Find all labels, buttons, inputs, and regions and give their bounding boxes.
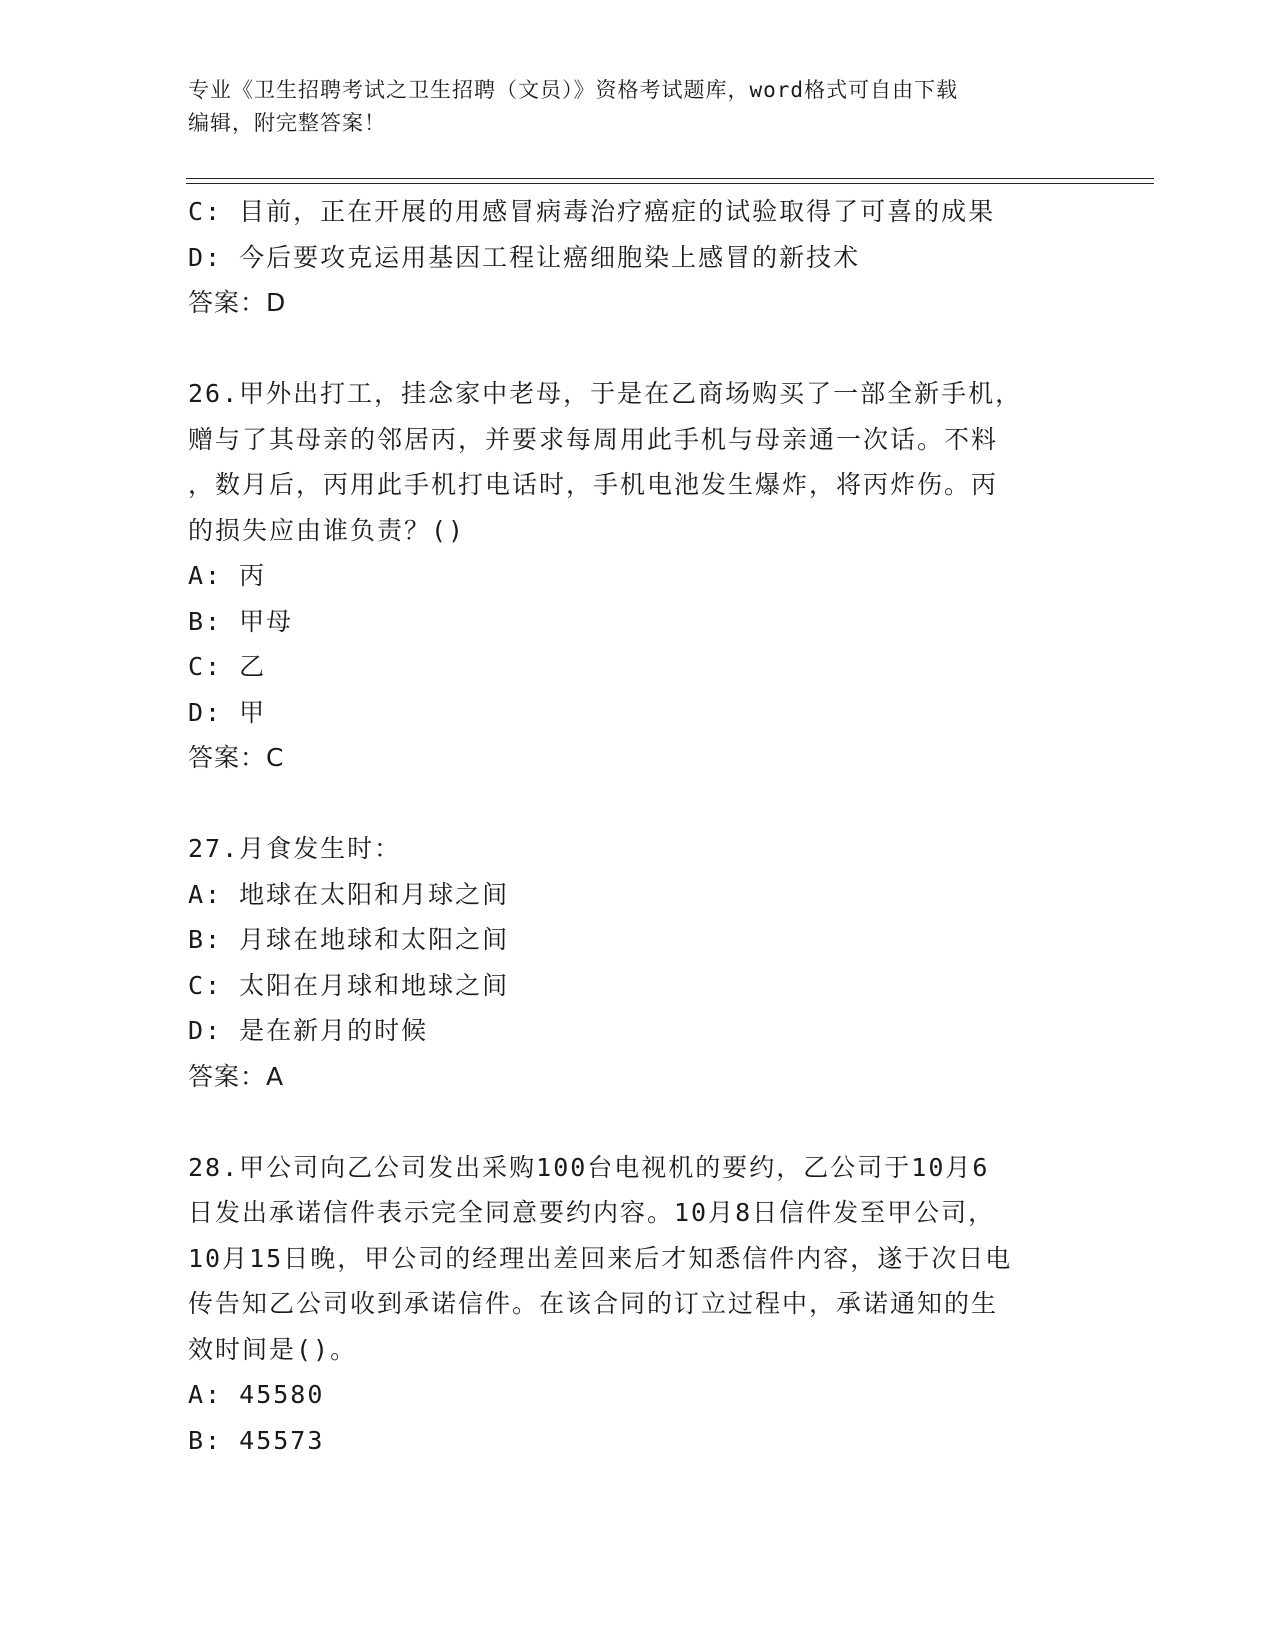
spacer (188, 1099, 1088, 1145)
question-content (188, 189, 1088, 1463)
spacer (188, 781, 1088, 827)
q26-option-c: C: 乙 (188, 652, 267, 681)
q27-option-a: A: 地球在太阳和月球之间 (188, 879, 510, 909)
q28-stem-line-1: 28.甲公司向乙公司发出采购100台电视机的要约，乙公司于10月6 (188, 1152, 990, 1182)
q25-option-d: D: 今后要攻克运用基因工程让癌细胞染上感冒的新技术 (188, 242, 861, 272)
header-line-2: 编辑，附完整答案！ (188, 111, 386, 135)
header-divider-top (186, 178, 1154, 179)
q26-stem-line-1: 26.甲外出打工，挂念家中老母，于是在乙商场购买了一部全新手机， (188, 379, 1023, 408)
q27-option-d: D: 是在新月的时候 (188, 1016, 429, 1045)
q26-option-a: A: 丙 (188, 561, 267, 590)
header-line-1: 专业《卫生招聘考试之卫生招聘（文员）》资格考试题库，word格式可自由下载 (188, 78, 959, 102)
q26-option-b: B: 甲母 (188, 606, 294, 636)
spacer (188, 326, 1088, 372)
q28-stem-line-5: 效时间是()。 (188, 1334, 358, 1364)
question-26 (188, 371, 1088, 781)
q26-stem-line-2: 赠与了其母亲的邻居丙，并要求每周用此手机与母亲通一次话。不料 (188, 424, 999, 454)
question-27 (188, 826, 1088, 1099)
q25-option-c: C: 目前，正在开展的用感冒病毒治疗癌症的试验取得了可喜的成果 (188, 197, 996, 226)
q28-stem-line-3: 10月15日晚，甲公司的经理出差回来后才知悉信件内容，遂于次日电 (188, 1243, 1013, 1273)
document-header (188, 74, 1088, 140)
q26-stem-line-4: 的损失应由谁负责？() (188, 515, 466, 545)
q27-option-b: B: 月球在地球和太阳之间 (188, 925, 510, 954)
question-28 (188, 1145, 1088, 1464)
q25-answer: 答案：D (188, 288, 287, 317)
question-25 (188, 189, 1088, 326)
q28-option-a: A: 45580 (188, 1380, 325, 1409)
q26-answer: 答案：C (188, 743, 285, 772)
q27-answer: 答案：A (188, 1061, 285, 1091)
q26-option-d: D: 甲 (188, 697, 267, 727)
q28-option-b: B: 45573 (188, 1425, 325, 1455)
q28-stem-line-4: 传告知乙公司收到承诺信件。在该合同的订立过程中，承诺通知的生 (188, 1289, 999, 1318)
q28-stem-line-2: 日发出承诺信件表示完全同意要约内容。10月8日信件发至甲公司， (188, 1198, 996, 1227)
header-divider-bottom (186, 183, 1154, 184)
q27-option-c: C: 太阳在月球和地球之间 (188, 970, 510, 1000)
q27-stem: 27.月食发生时： (188, 834, 402, 863)
q26-stem-line-3: ，数月后，丙用此手机打电话时，手机电池发生爆炸，将丙炸伤。丙 (188, 470, 999, 499)
